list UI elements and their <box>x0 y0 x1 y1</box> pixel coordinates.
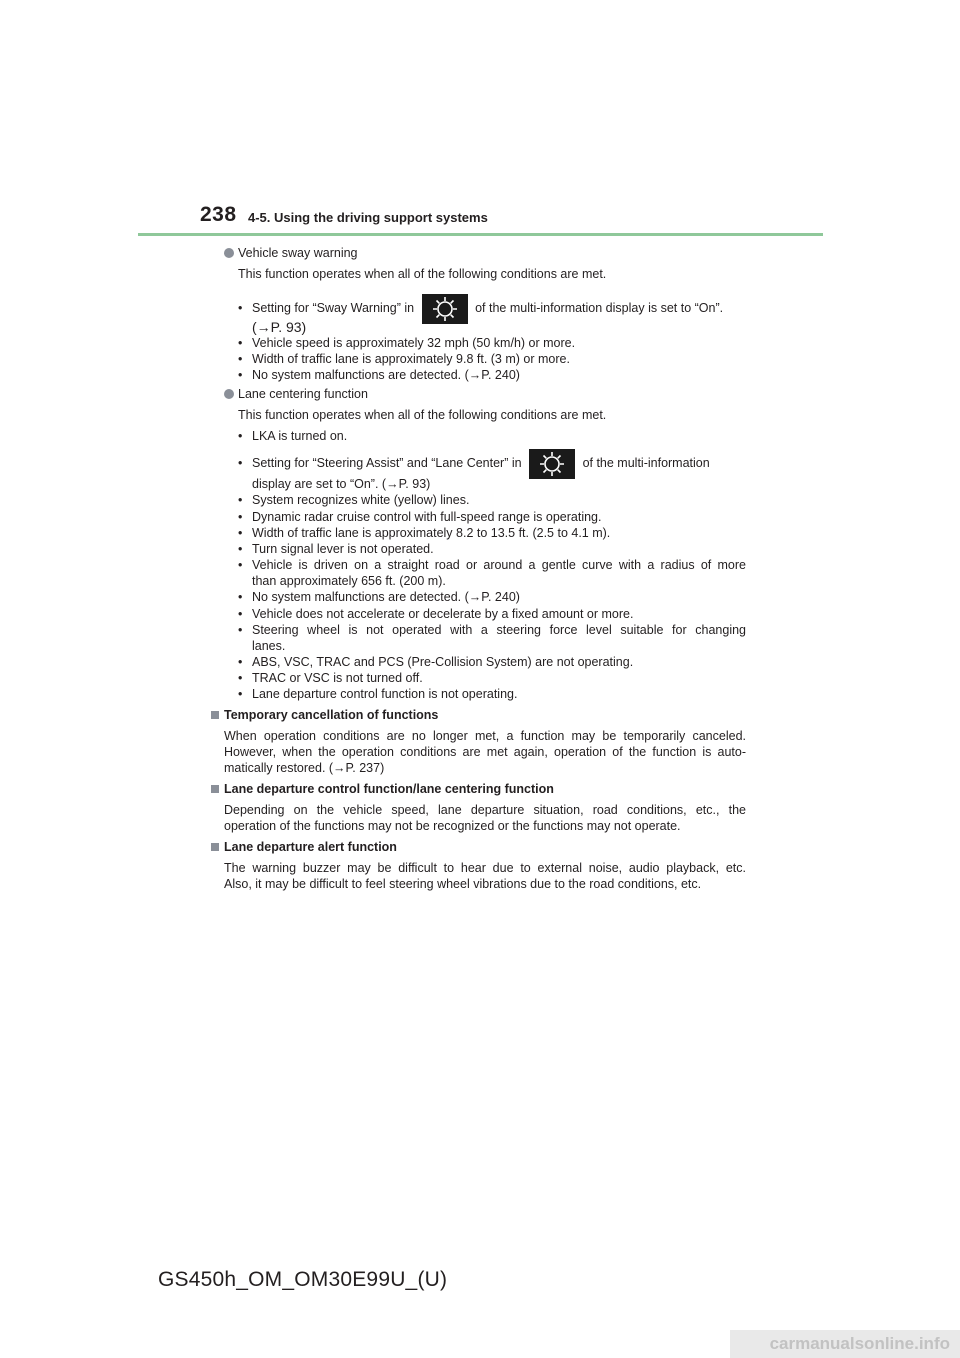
section-title: 4-5. Using the driving support systems <box>248 210 488 225</box>
sway-heading: Vehicle sway warning <box>224 245 358 261</box>
lane-center-cond-6: • Turn signal lever is not operated. <box>238 542 434 556</box>
settings-icon-box <box>529 449 575 479</box>
sway-intro: This function operates when all of the following conditions are met. <box>238 267 607 281</box>
lane-center-cond-7-cont: than approximately 656 ft. (200 m). <box>252 574 446 588</box>
lane-center-cond-2-cont: display are set to “On”. (→P. 93) <box>252 477 431 491</box>
lane-center-cond-7: • Vehicle is driven on a straight road or around a gentle curve with a radius of more <box>238 558 746 572</box>
lane-center-cond-10: • Steering wheel is not operated with a steering force level suitable for changing <box>238 623 746 637</box>
header-rule <box>138 233 823 236</box>
temp-cancel-line-2: However, when the operation conditions are met again, operation of the function is auto- <box>224 745 746 759</box>
circle-bullet-icon <box>224 248 234 258</box>
lane-center-cond-1: • LKA is turned on. <box>238 429 348 443</box>
lane-center-cond-5: • Width of traffic lane is approximately 8.2 to 13.5 ft. (2.5 to 4.1 m). <box>238 526 611 540</box>
ldc-line-1: Depending on the vehicle speed, lane departure situation, road conditions, etc., the <box>224 803 746 817</box>
lane-center-intro: This function operates when all of the following conditions are met. <box>238 408 607 422</box>
square-bullet-icon <box>211 711 219 719</box>
lane-center-cond-10-cont: lanes. <box>252 639 286 653</box>
document-code: GS450h_OM_OM30E99U_(U) <box>158 1268 448 1291</box>
lane-center-cond-13: • Lane departure control function is not operating. <box>238 687 518 701</box>
lane-center-cond-11: • ABS, VSC, TRAC and PCS (Pre-Collision System) are not operating. <box>238 655 634 669</box>
temp-cancel-line-3: matically restored. (→P. 237) <box>224 761 385 775</box>
sway-cond-1: • Setting for “Sway Warning” in of the multi-information display is set to “On”. <box>238 293 746 325</box>
sway-cond-3: • Width of traffic lane is approximately 9.8 ft. (3 m) or more. <box>238 352 570 366</box>
lane-center-cond-12: • TRAC or VSC is not turned off. <box>238 671 423 685</box>
sway-cond-2: • Vehicle speed is approximately 32 mph (50 km/h) or more. <box>238 336 576 350</box>
lane-center-cond-8: • No system malfunctions are detected. (→P. 240) <box>238 590 520 604</box>
watermark: carmanualsonline.info <box>730 1330 960 1358</box>
lda-line-2: Also, it may be difficult to feel steering wheel vibrations due to the road conditions, etc. <box>224 877 702 891</box>
lane-center-cond-4: • Dynamic radar cruise control with full-speed range is operating. <box>238 510 602 524</box>
temp-cancel-line-1: When operation conditions are no longer met, a function may be temporarily canceled. <box>224 729 746 743</box>
temp-cancel-heading: Temporary cancellation of functions <box>211 707 438 723</box>
lda-line-1: The warning buzzer may be difficult to hear due to external noise, audio playback, etc. <box>224 861 746 875</box>
gear-icon <box>537 449 567 479</box>
circle-bullet-icon <box>224 389 234 399</box>
ldc-heading: Lane departure control function/lane centering function <box>211 781 554 797</box>
lda-heading: Lane departure alert function <box>211 839 397 855</box>
square-bullet-icon <box>211 785 219 793</box>
lane-center-cond-2: • Setting for “Steering Assist” and “Lane Center” in of the multi-information <box>238 448 746 480</box>
sway-cond-1-ref: (→P. 93) <box>252 319 307 335</box>
gear-icon <box>430 294 460 324</box>
settings-icon-box <box>422 294 468 324</box>
square-bullet-icon <box>211 843 219 851</box>
ldc-line-2: operation of the functions may not be recognized or the functions may not operate. <box>224 819 681 833</box>
lane-center-heading: Lane centering function <box>224 386 368 402</box>
lane-center-cond-9: • Vehicle does not accelerate or decelerate by a fixed amount or more. <box>238 607 634 621</box>
lane-center-cond-3: • System recognizes white (yellow) lines. <box>238 493 470 507</box>
sway-cond-4: • No system malfunctions are detected. (→P. 240) <box>238 368 520 382</box>
page-number: 238 <box>200 203 237 226</box>
